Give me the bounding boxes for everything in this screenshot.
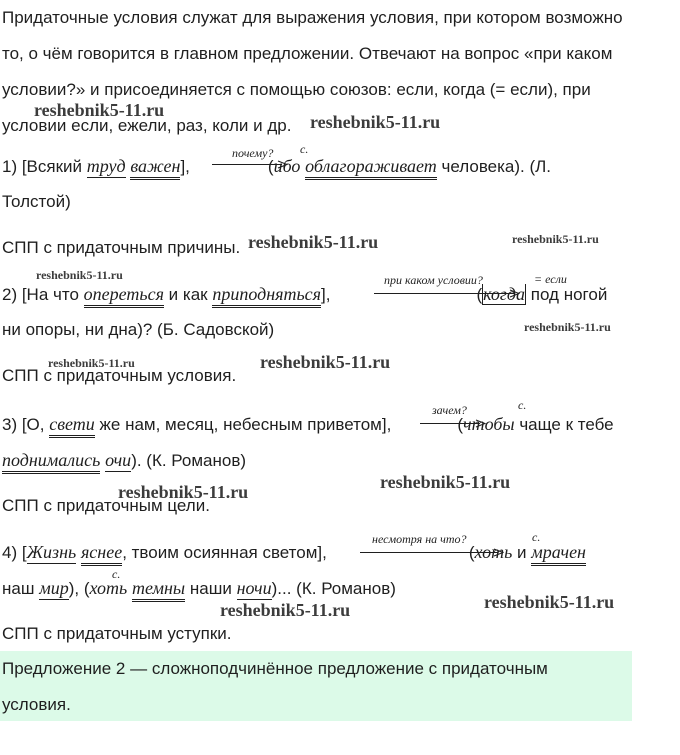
sentence-2-type: СПП с придаточным условия. — [2, 366, 237, 385]
s3-c-mark: с. — [518, 398, 527, 412]
s3-rest-2: чаще к тебе — [514, 415, 614, 434]
watermark: reshebnik5-11.ru — [36, 268, 123, 282]
intro-line-1: Придаточные условия служат для выражения условия, при котором возможно — [2, 8, 623, 27]
s3-end: ). (К. Романов) — [131, 451, 247, 470]
s4-predicate-2: мрачен — [531, 542, 586, 566]
s1-c-mark: с. — [300, 142, 309, 156]
s1-question: почему? — [232, 146, 274, 160]
sentence-1-type: СПП с придаточным причины. — [2, 238, 241, 257]
s3-predicate-2: поднимались — [2, 450, 100, 474]
answer-line-1: Предложение 2 — сложноподчинённое предложение с придаточным — [2, 659, 548, 678]
s4-rest-1: , твоим осиянная светом], — [122, 543, 327, 562]
s3-subject: очи — [105, 450, 132, 470]
s4-subject-3: ночи — [236, 578, 272, 598]
s2-conjunction: когда — [483, 284, 526, 304]
s4-c-mark-2: с. — [112, 567, 121, 581]
s2-number: 2) [На что — [2, 285, 84, 304]
s4-subject-2: мир — [39, 578, 69, 598]
s1-conjunction: ибо — [273, 156, 301, 176]
watermark: reshebnik5-11.ru — [310, 112, 441, 132]
watermark: reshebnik5-11.ru — [48, 356, 135, 370]
sentence-1-line-2: Толстой) — [2, 192, 71, 211]
s4-subject: Жизнь — [26, 542, 77, 562]
s4-l2c: наши — [185, 579, 237, 598]
s1-close: ], — [180, 157, 190, 176]
s1-subject: труд — [86, 156, 126, 176]
sentence-4-type: СПП с придаточным уступки. — [2, 624, 232, 643]
watermark: reshebnik5-11.ru — [34, 100, 165, 120]
intro-line-4: условии если, ежели, раз, коли и др. — [2, 116, 292, 135]
sentence-2-line-2: ни опоры, ни дна)? (Б. Садовской) — [2, 320, 275, 339]
s1-rest: человека). (Л. — [436, 157, 552, 176]
s4-predicate: яснее — [81, 542, 122, 566]
s4-number: 4) [ — [2, 543, 27, 562]
s3-rest-1: же нам, месяц, небесным приветом], — [94, 415, 392, 434]
watermark: reshebnik5-11.ru — [380, 472, 511, 492]
s1-number: 1) [Всякий — [2, 157, 87, 176]
sentence-4-line-2 — [2, 578, 396, 599]
watermark: reshebnik5-11.ru — [248, 232, 379, 252]
intro-line-2: то, о чём говорится в главном предложении. Отвечают на вопрос «при каком — [2, 44, 613, 63]
s3-number: 3) [О, — [2, 415, 50, 434]
answer-line-2: условия. — [2, 695, 71, 714]
s2-predicate-2: приподняться — [212, 284, 321, 308]
watermark: reshebnik5-11.ru — [524, 320, 611, 334]
s1-open: ( — [267, 157, 274, 176]
s4-question: несмотря на что? — [372, 532, 467, 546]
s2-arrow-icon — [374, 289, 520, 298]
s3-arrow-icon — [420, 419, 486, 428]
watermark: reshebnik5-11.ru — [260, 352, 391, 372]
watermark: reshebnik5-11.ru — [118, 482, 249, 502]
answer-box — [0, 651, 632, 721]
watermark: reshebnik5-11.ru — [512, 232, 599, 246]
s2-question: при каком условии? — [384, 273, 483, 287]
s3-conjunction: чтобы — [463, 414, 515, 434]
sentence-3-line-1 — [2, 414, 614, 435]
s2-rest: под ногой — [526, 285, 608, 304]
s1-verb: облагораживает — [305, 156, 437, 180]
sentence-3-type: СПП с придаточным цели. — [2, 496, 210, 515]
s2-close: ], — [321, 285, 331, 304]
s4-l2a: наш — [2, 579, 40, 598]
s1-predicate: важен — [130, 156, 180, 180]
s4-c-mark: с. — [532, 530, 541, 544]
s2-mid: и как — [163, 285, 213, 304]
s4-predicate-3: темны — [132, 578, 185, 602]
s1-arrow-icon — [212, 160, 288, 169]
s4-arrow-icon — [360, 548, 504, 557]
s2-open: ( — [476, 285, 483, 304]
s4-open: ( — [468, 543, 475, 562]
watermark: reshebnik5-11.ru — [484, 592, 615, 612]
s3-predicate: свети — [49, 414, 95, 438]
s4-l2b: ), ( — [68, 579, 90, 598]
sentence-3-line-2 — [2, 450, 246, 471]
s4-l2d: )... (К. Романов) — [271, 579, 396, 598]
s3-open: ( — [457, 415, 463, 434]
s4-conjunction: хоть — [474, 542, 513, 562]
s2-conj-note: = если — [534, 272, 567, 286]
watermark: reshebnik5-11.ru — [220, 600, 351, 620]
s3-question: зачем? — [432, 403, 467, 417]
s2-predicate-1: опереться — [84, 284, 164, 308]
s4-conjunction-2: хоть — [89, 578, 128, 598]
s4-and: и — [512, 543, 532, 562]
intro-line-3: условии?» и присоединяется с помощью союзов: если, когда (= если), при — [2, 80, 591, 99]
